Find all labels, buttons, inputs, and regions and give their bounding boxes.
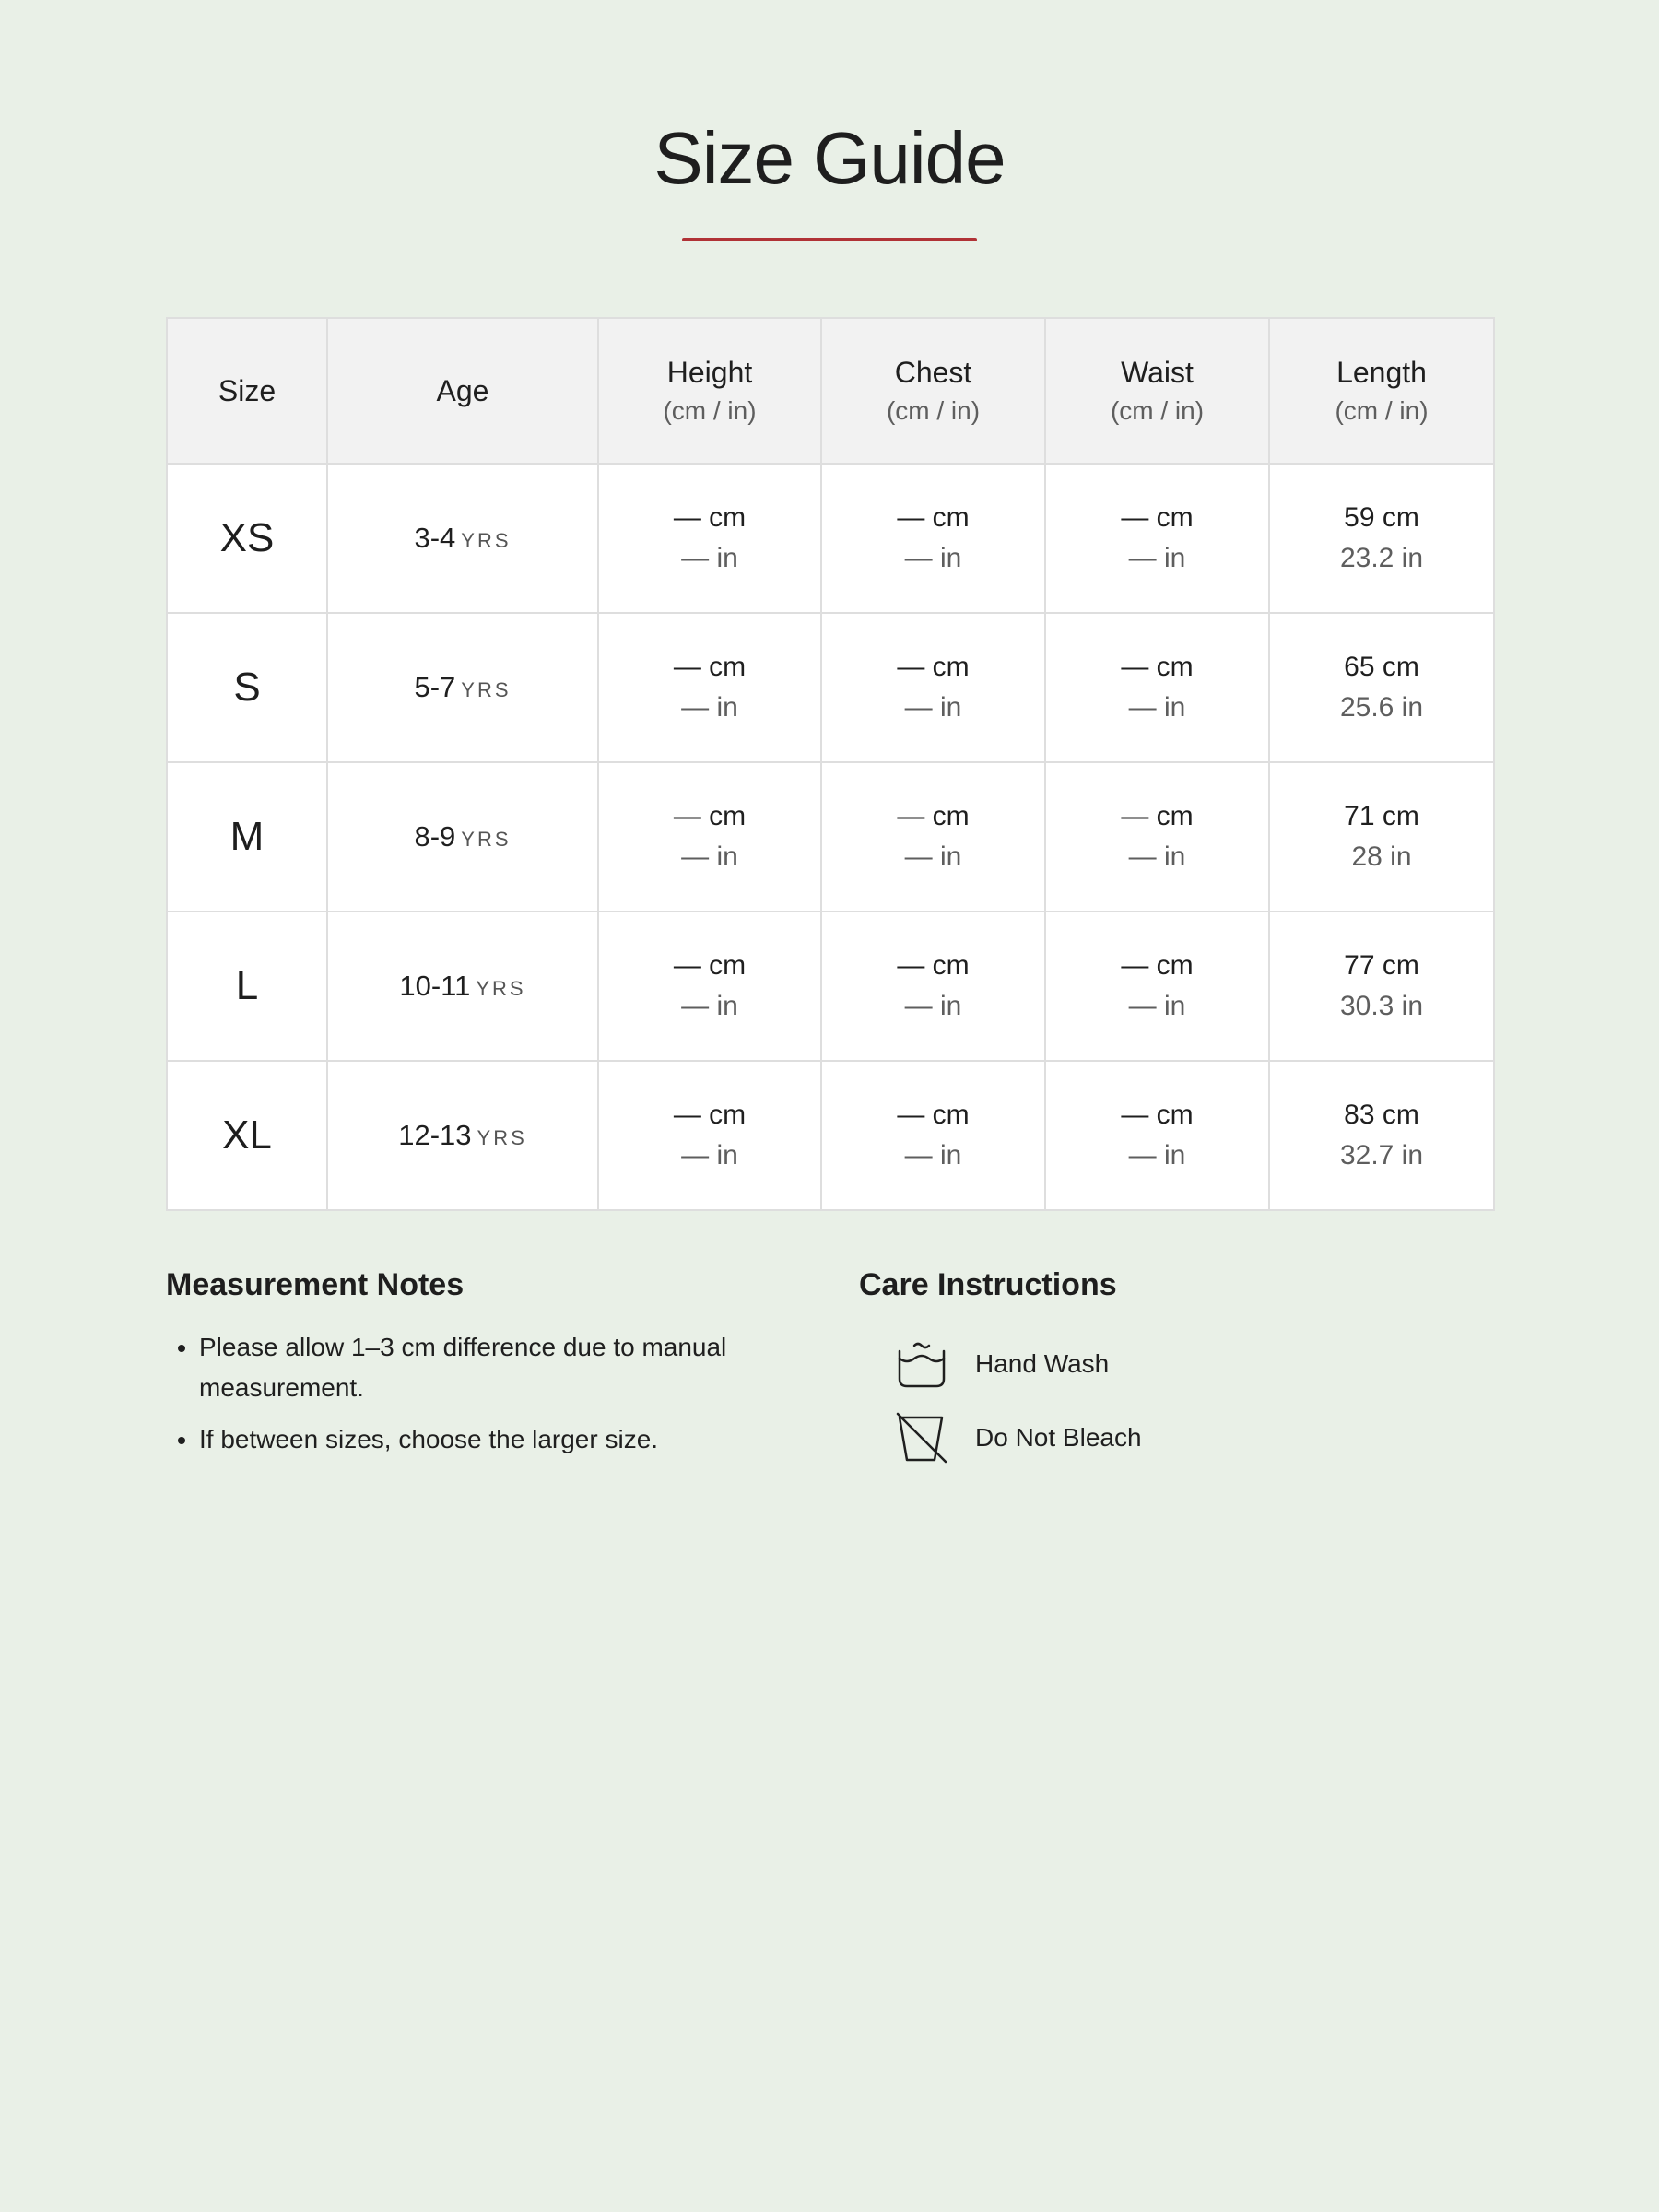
waist-cm: — cm bbox=[1121, 652, 1194, 682]
chest-cell bbox=[821, 613, 1045, 762]
chest-cell bbox=[821, 912, 1045, 1061]
size-cell bbox=[167, 464, 327, 613]
chest-cm: — cm bbox=[897, 801, 970, 831]
header-age bbox=[327, 318, 598, 464]
waist-cell bbox=[1045, 613, 1269, 762]
age-cell bbox=[327, 613, 598, 762]
height-cm: — cm bbox=[673, 652, 747, 682]
table-header-row bbox=[167, 318, 1494, 464]
length-cell bbox=[1269, 762, 1494, 912]
length-cm: 65 cm bbox=[1344, 652, 1419, 682]
title-underline bbox=[682, 238, 977, 241]
chest-cm: — cm bbox=[897, 950, 970, 981]
length-cm: 77 cm bbox=[1344, 950, 1419, 981]
height-in: — in bbox=[681, 543, 738, 573]
age-unit: YRS bbox=[477, 1126, 527, 1149]
header-length bbox=[1269, 318, 1494, 464]
header-label: Age bbox=[436, 374, 489, 407]
header-label: Waist bbox=[1121, 356, 1194, 389]
size-cell bbox=[167, 912, 327, 1061]
length-cell bbox=[1269, 1061, 1494, 1210]
measurement-notes-list bbox=[166, 1327, 826, 1471]
height-in: — in bbox=[681, 991, 738, 1021]
height-cell bbox=[598, 1061, 821, 1210]
care-label: Do Not Bleach bbox=[975, 1423, 1142, 1452]
header-unit: (cm / in) bbox=[1110, 396, 1205, 425]
chest-in: — in bbox=[904, 692, 962, 723]
height-cell bbox=[598, 762, 821, 912]
size-code: XS bbox=[219, 515, 275, 560]
length-cm: 59 cm bbox=[1344, 502, 1419, 533]
age-cell bbox=[327, 464, 598, 613]
age-value: 12-13 bbox=[398, 1119, 472, 1151]
height-cm: — cm bbox=[673, 1100, 747, 1130]
waist-cm: — cm bbox=[1121, 1100, 1194, 1130]
size-code: XL bbox=[222, 1112, 272, 1158]
chest-cm: — cm bbox=[897, 1100, 970, 1130]
age-value: 10-11 bbox=[399, 970, 471, 1002]
age-value: 8-9 bbox=[414, 820, 456, 853]
waist-in: — in bbox=[1128, 543, 1186, 573]
waist-cell bbox=[1045, 762, 1269, 912]
chest-in: — in bbox=[904, 841, 962, 872]
chest-in: — in bbox=[904, 1140, 962, 1171]
header-label: Size bbox=[218, 374, 276, 407]
do-not-bleach-icon bbox=[896, 1412, 947, 1464]
length-cell bbox=[1269, 613, 1494, 762]
care-instructions-title: Care Instructions bbox=[859, 1267, 1117, 1302]
waist-cm: — cm bbox=[1121, 950, 1194, 981]
waist-cell bbox=[1045, 1061, 1269, 1210]
care-item-hand-wash bbox=[896, 1336, 1109, 1392]
header-label: Length bbox=[1336, 356, 1427, 389]
height-cm: — cm bbox=[673, 502, 747, 533]
size-code: M bbox=[229, 814, 265, 859]
height-cell bbox=[598, 912, 821, 1061]
header-height bbox=[598, 318, 821, 464]
length-cell bbox=[1269, 464, 1494, 613]
size-code: S bbox=[233, 665, 261, 710]
chest-cell bbox=[821, 762, 1045, 912]
header-unit: (cm / in) bbox=[663, 396, 757, 425]
age-unit: YRS bbox=[461, 529, 512, 552]
size-code: L bbox=[235, 963, 259, 1008]
header-size bbox=[167, 318, 327, 464]
age-unit: YRS bbox=[461, 828, 512, 851]
chest-cm: — cm bbox=[897, 652, 970, 682]
height-in: — in bbox=[681, 841, 738, 872]
page-title: Size Guide bbox=[653, 117, 1006, 199]
age-unit: YRS bbox=[476, 977, 526, 1000]
age-cell bbox=[327, 1061, 598, 1210]
table-row bbox=[167, 613, 1494, 762]
size-cell bbox=[167, 1061, 327, 1210]
waist-cm: — cm bbox=[1121, 801, 1194, 831]
header-label: Chest bbox=[894, 356, 972, 389]
chest-in: — in bbox=[904, 543, 962, 573]
chest-cell bbox=[821, 464, 1045, 613]
waist-cell bbox=[1045, 912, 1269, 1061]
age-value: 5-7 bbox=[414, 671, 456, 703]
age-cell bbox=[327, 912, 598, 1061]
header-waist bbox=[1045, 318, 1269, 464]
height-in: — in bbox=[681, 1140, 738, 1171]
header-unit: (cm / in) bbox=[886, 396, 981, 425]
care-label: Hand Wash bbox=[975, 1349, 1110, 1378]
table-row bbox=[167, 912, 1494, 1061]
header-unit: (cm / in) bbox=[1335, 396, 1429, 425]
length-cm: 83 cm bbox=[1344, 1100, 1419, 1130]
length-in: 32.7 in bbox=[1339, 1140, 1424, 1171]
header-chest bbox=[821, 318, 1045, 464]
list-item: • Please allow 1–3 cm difference due to manual measurement. bbox=[199, 1327, 826, 1408]
length-in: 23.2 in bbox=[1339, 543, 1424, 573]
length-cm: 71 cm bbox=[1344, 801, 1419, 831]
measurement-notes-title: Measurement Notes bbox=[166, 1267, 465, 1302]
height-cm: — cm bbox=[673, 801, 747, 831]
table-row bbox=[167, 464, 1494, 613]
table-row bbox=[167, 762, 1494, 912]
waist-cell bbox=[1045, 464, 1269, 613]
age-cell bbox=[327, 762, 598, 912]
hand-wash-icon bbox=[896, 1338, 947, 1390]
length-in: 25.6 in bbox=[1339, 692, 1424, 723]
age-value: 3-4 bbox=[414, 522, 456, 554]
height-cell bbox=[598, 613, 821, 762]
age-unit: YRS bbox=[461, 678, 512, 701]
chest-cm: — cm bbox=[897, 502, 970, 533]
size-table bbox=[166, 317, 1495, 1211]
header-label: Height bbox=[666, 356, 753, 389]
care-item-do-not-bleach bbox=[896, 1410, 1142, 1465]
waist-in: — in bbox=[1128, 841, 1186, 872]
list-item: • If between sizes, choose the larger size. bbox=[199, 1419, 826, 1460]
chest-cell bbox=[821, 1061, 1045, 1210]
height-in: — in bbox=[681, 692, 738, 723]
length-in: 28 in bbox=[1351, 841, 1412, 872]
waist-cm: — cm bbox=[1121, 502, 1194, 533]
chest-in: — in bbox=[904, 991, 962, 1021]
size-cell bbox=[167, 762, 327, 912]
waist-in: — in bbox=[1128, 991, 1186, 1021]
waist-in: — in bbox=[1128, 1140, 1186, 1171]
waist-in: — in bbox=[1128, 692, 1186, 723]
length-cell bbox=[1269, 912, 1494, 1061]
table-row bbox=[167, 1061, 1494, 1210]
height-cm: — cm bbox=[673, 950, 747, 981]
size-cell bbox=[167, 613, 327, 762]
length-in: 30.3 in bbox=[1339, 991, 1424, 1021]
height-cell bbox=[598, 464, 821, 613]
